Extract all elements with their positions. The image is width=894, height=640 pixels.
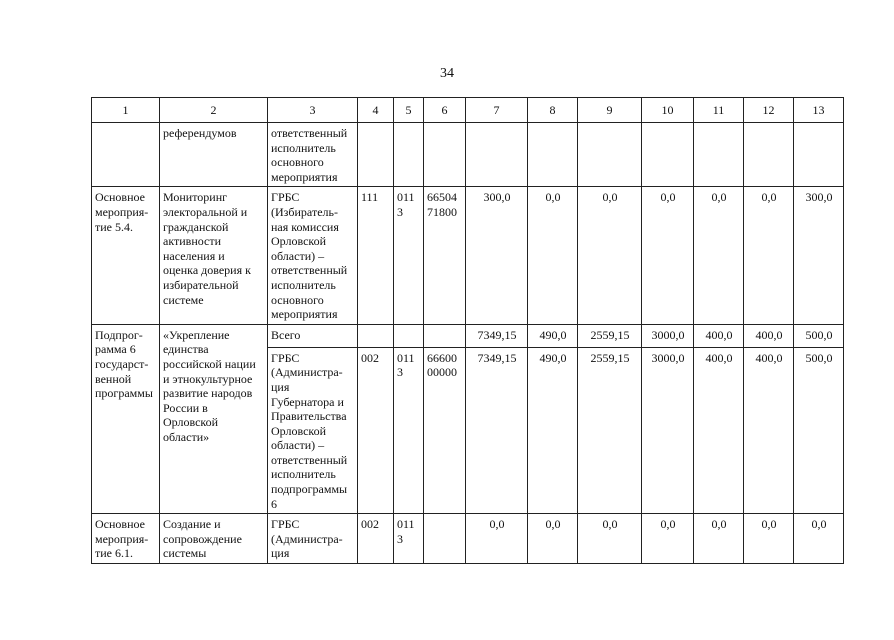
cell-col1 [92,123,160,187]
cell-col11: 0,0 [694,187,744,324]
cell-col5 [394,123,424,187]
cell-col11: 400,0 [694,347,744,514]
cell-col6 [424,123,466,187]
cell-col12: 400,0 [744,347,794,514]
header-cell: 7 [466,98,528,123]
cell-col5 [394,324,424,347]
cell-col10: 3000,0 [642,324,694,347]
cell-col10 [642,123,694,187]
table-row [92,187,844,324]
cell-col9: 0,0 [578,187,642,324]
cell-col7: 7349,15 [466,324,528,347]
cell-col6 [424,324,466,347]
cell-col10: 3000,0 [642,347,694,514]
cell-col3: ГРБС (Администра- ция Губернатора и Правительства Орловской области) – ответственный исполнитель подпрограммы 6 [268,347,358,514]
cell-col7: 0,0 [466,514,528,564]
cell-col13 [794,123,844,187]
cell-col12: 400,0 [744,324,794,347]
header-cell: 11 [694,98,744,123]
cell-col4 [358,123,394,187]
header-cell: 3 [268,98,358,123]
header-cell: 1 [92,98,160,123]
cell-col11 [694,123,744,187]
cell-col13: 500,0 [794,347,844,514]
cell-col6: 66600 00000 [424,347,466,514]
cell-col5: 011 3 [394,347,424,514]
header-cell: 12 [744,98,794,123]
cell-col2: Мониторинг электоральной и гражданской активности населения и оценка доверия к избирательной системе [160,187,268,324]
cell-col13: 300,0 [794,187,844,324]
cell-col4: 111 [358,187,394,324]
cell-col5: 011 3 [394,514,424,564]
header-cell: 10 [642,98,694,123]
header-cell: 13 [794,98,844,123]
cell-col1: Подпрог- рамма 6 государст- венной программы [92,324,160,514]
cell-col1: Основное мероприя- тие 5.4. [92,187,160,324]
cell-col4: 002 [358,347,394,514]
cell-col13: 0,0 [794,514,844,564]
cell-col3: ГРБС (Избиратель- ная комиссия Орловской области) – ответственный исполнитель основного мероприятия [268,187,358,324]
table-row [92,123,844,187]
cell-col9 [578,123,642,187]
cell-col12: 0,0 [744,514,794,564]
cell-col7: 7349,15 [466,347,528,514]
cell-col3: Всего [268,324,358,347]
cell-col2: Создание и сопровождение системы [160,514,268,564]
header-cell: 6 [424,98,466,123]
table-row [92,514,844,564]
header-row [92,98,844,123]
cell-col11: 0,0 [694,514,744,564]
header-cell: 2 [160,98,268,123]
cell-col5: 011 3 [394,187,424,324]
table-row [92,324,844,347]
cell-col9: 2559,15 [578,347,642,514]
cell-col12 [744,123,794,187]
cell-col13: 500,0 [794,324,844,347]
cell-col8: 490,0 [528,324,578,347]
cell-col8: 490,0 [528,347,578,514]
header-cell: 8 [528,98,578,123]
cell-col8: 0,0 [528,187,578,324]
budget-table [91,97,844,564]
page-number: 34 [440,66,454,81]
cell-col2: референдумов [160,123,268,187]
cell-col11: 400,0 [694,324,744,347]
cell-col3: ответственный исполнитель основного мероприятия [268,123,358,187]
cell-col8: 0,0 [528,514,578,564]
cell-col10: 0,0 [642,187,694,324]
cell-col3: ГРБС (Администра- ция [268,514,358,564]
cell-col10: 0,0 [642,514,694,564]
cell-col1: Основное мероприя- тие 6.1. [92,514,160,564]
cell-col6: 66504 71800 [424,187,466,324]
cell-col9: 2559,15 [578,324,642,347]
header-cell: 5 [394,98,424,123]
cell-col8 [528,123,578,187]
cell-col9: 0,0 [578,514,642,564]
cell-col12: 0,0 [744,187,794,324]
cell-col4: 002 [358,514,394,564]
cell-col7: 300,0 [466,187,528,324]
cell-col4 [358,324,394,347]
header-cell: 9 [578,98,642,123]
header-cell: 4 [358,98,394,123]
cell-col7 [466,123,528,187]
cell-col2: «Укрепление единства российской нации и этнокультурное развитие народов России в Орловской области» [160,324,268,514]
cell-col6 [424,514,466,564]
